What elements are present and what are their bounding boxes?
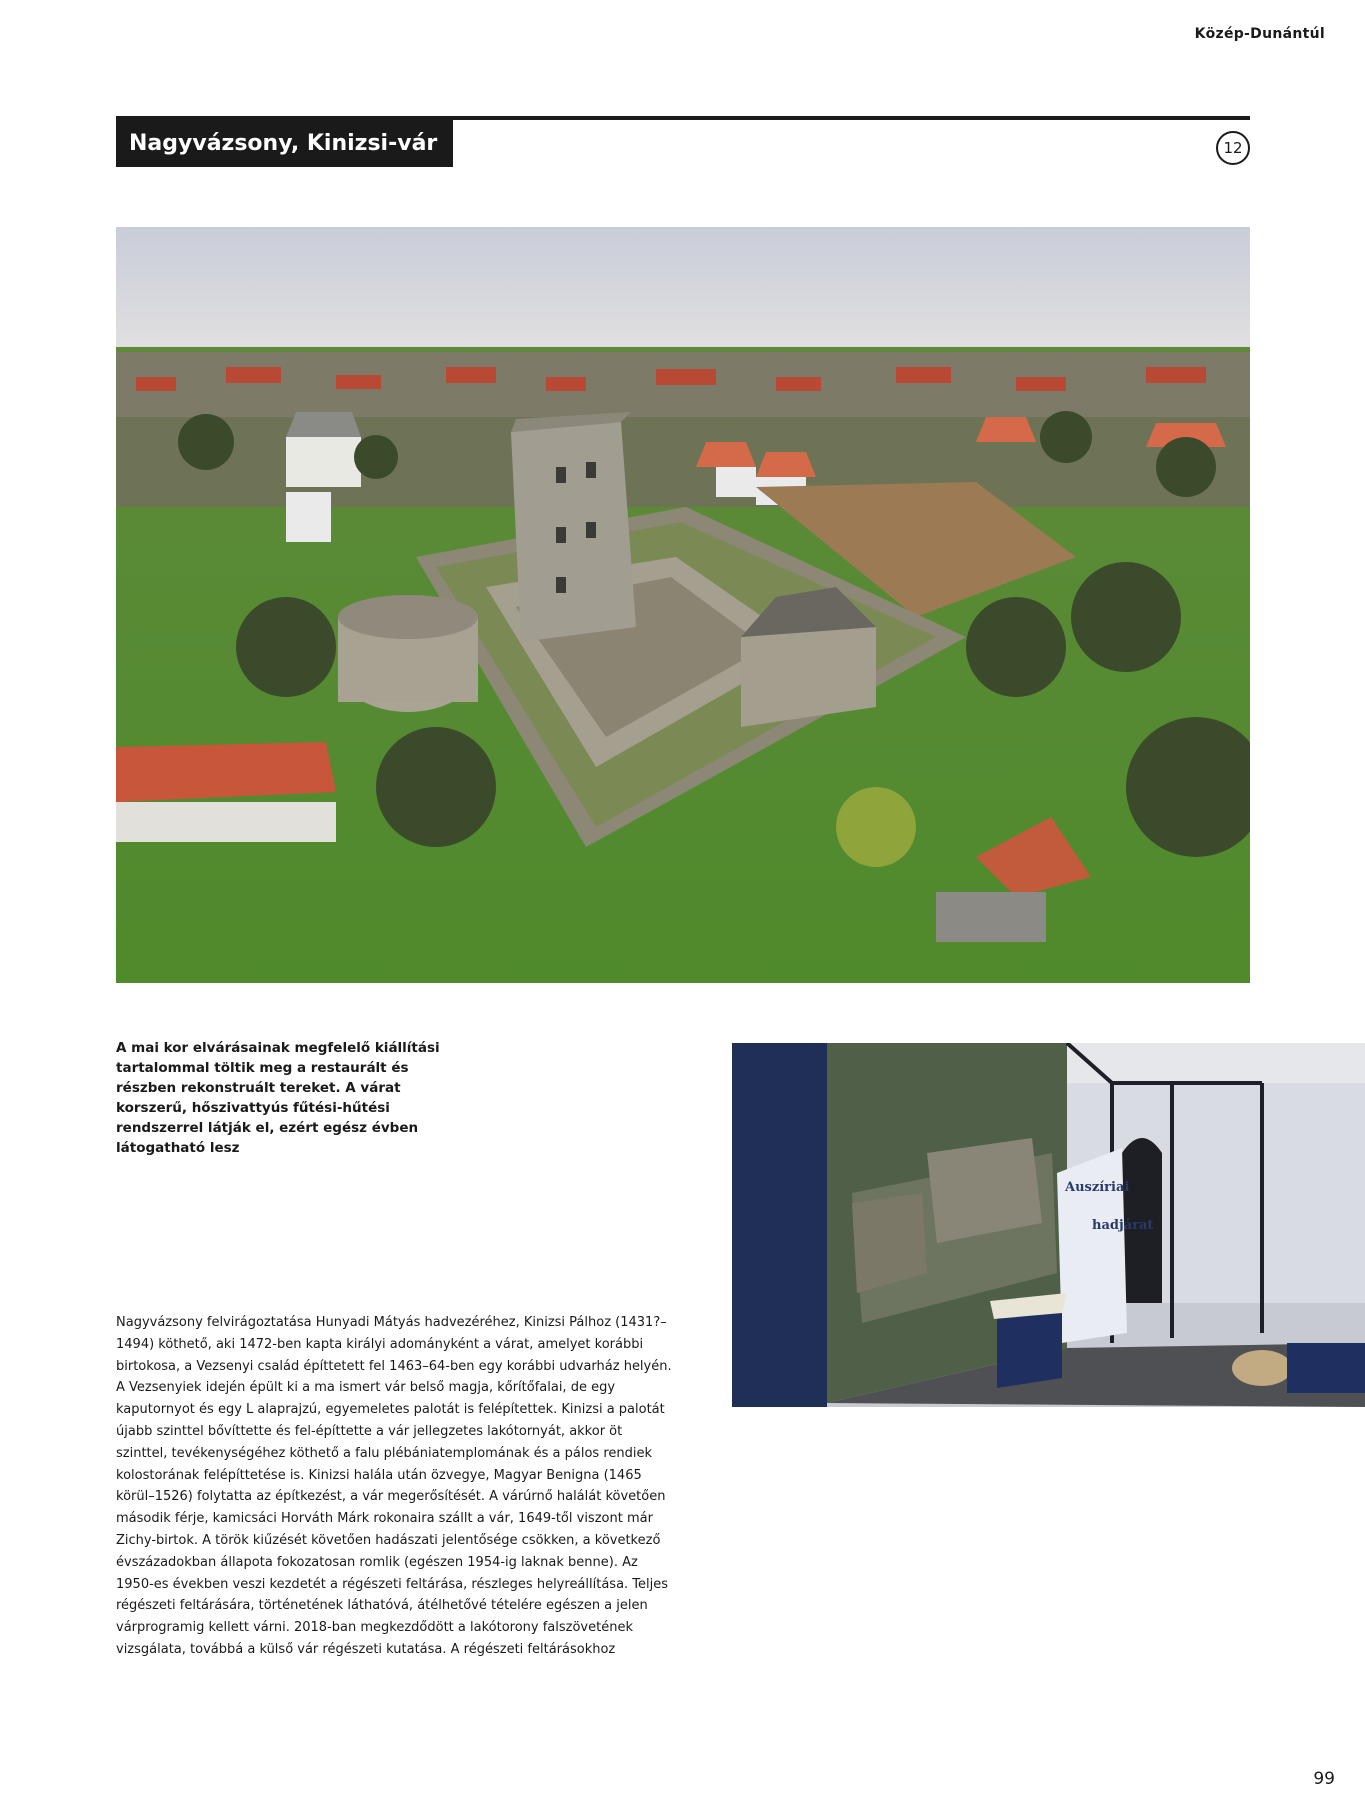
- aerial-photo-illustration: [116, 227, 1250, 983]
- article-title: Nagyvázsony, Kinizsi-vár: [116, 120, 453, 167]
- aerial-castle-photo: [116, 227, 1250, 983]
- interior-photo-illustration: [732, 1043, 1365, 1407]
- page-number: 99: [1313, 1769, 1335, 1789]
- panel-title-line2: hadjárat: [1092, 1218, 1154, 1233]
- exhibition-interior-photo: [732, 1043, 1365, 1407]
- article-number-badge: 12: [1216, 131, 1250, 165]
- region-label: Közép-Dunántúl: [1194, 26, 1325, 42]
- article-body: Nagyvázsony felvirágoztatása Hunyadi Mátyás hadvezéréhez, Kinizsi Pálhoz (1431?–1494) köthető, aki 1472-ben kapta királyi adományként a várat, amelyet korábbi birtokosa, a Vezsenyi család építtetett fel 1463–64-ben egy korábbi udvarház helyén. A Vezsenyiek idején épült ki a ma ismert vár belső magja, kőrítőfalai, de egy kaputornyot és egy L alaprajzú, egyemeletes palotát is felépítettek. Kinizsi a palotát újabb szinttel bővíttette és fel-építtette a vár jellegzetes lakótornyát, akkor öt szinttel, tevékenységéhez köthető a falu plébániatemplomának és a pálos rendiek kolostorának felépíttetése is. Kinizsi halála után özvegye, Magyar Benigna (1465 körül–1526) folytatta az építkezést, a vár megerősítését. A várúrnő halálát követően második férje, kamicsáci Horváth Márk rokonaira szállt a vár, 1649-től viszont már Zichy-birtok. A török kiűzését követően hadászati jelentősége csökken, a következő évszázadokban állapota fokozatosan romlik (egészen 1954-ig laknak benne). Az 1950-es években veszi kezdetét a régészeti feltárása, részleges helyreállítása. Teljes régészeti feltárására, történetének láthatóvá, átélhetővé tételére egészen a jelen várprogramig kellett várni. 2018-ban megkezdődött a lakótorony falszövetének vizsgálata, továbbá a külső vár régészeti kutatása. A régészeti feltárásokhoz: [116, 1315, 672, 1657]
- panel-title-line1: Auszíriai: [1065, 1180, 1130, 1195]
- photo-caption: A mai kor elvárásainak megfelelő kiállítási tartalommal töltik meg a restaurált és részben rekonstruált tereket. A várat korszerű, hőszivattyús fűtési-hűtési rendszerrel látják el, ezért egész évben látogatható lesz: [116, 1040, 440, 1156]
